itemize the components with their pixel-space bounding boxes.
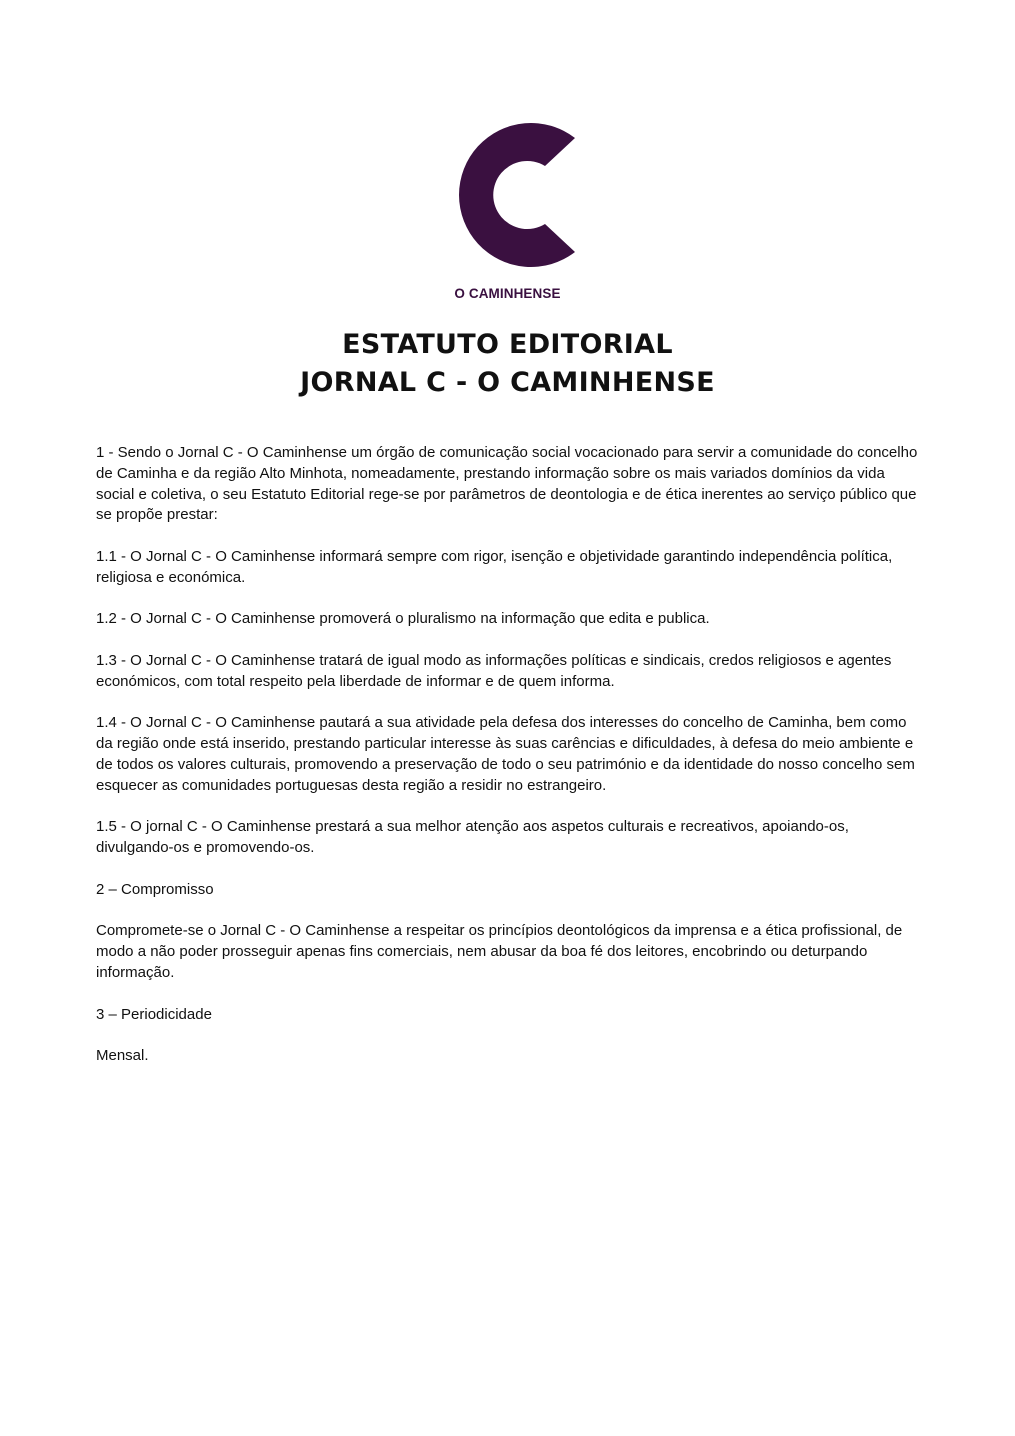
title-line-2: JORNAL C - O CAMINHENSE — [300, 367, 715, 398]
title-line-1: ESTATUTO EDITORIAL — [342, 329, 673, 360]
c-letter-logo-icon — [433, 110, 583, 280]
paragraph-1-5: 1.5 - O jornal C - O Caminhense prestará a sua melhor atenção aos aspetos culturais e recreativos, apoiando-os, divulgando-os e promovendo-os. — [96, 818, 849, 857]
document-body — [96, 443, 926, 1088]
section-heading-periodicidade: 3 – Periodicidade — [96, 1005, 212, 1023]
paragraph-periodicidade: Mensal. — [96, 1047, 149, 1065]
section-heading-compromisso: 2 – Compromisso — [96, 880, 214, 898]
paragraph-1-3: 1.3 - O Jornal C - O Caminhense tratará de igual modo as informações políticas e sindicais, credos religiosos e agentes económicos, com total respeito pela liberdade de informar e de quem informa. — [96, 651, 892, 690]
paragraph-1-4: 1.4 - O Jornal C - O Caminhense pautará a sua atividade pela defesa dos interesses do concelho de Caminha, bem como da região onde está inserido, prestando particular interesse às suas carências e dificuldades, à defesa do meio ambiente e de todos os valores culturais, promovendo a preservação de todo o seu património e da identidade do nosso concelho sem esquecer as comunidades portuguesas desta região a residir no estrangeiro. — [96, 714, 915, 794]
paragraph-1: 1 - Sendo o Jornal C - O Caminhense um órgão de comunicação social vocacionado para servir a comunidade do concelho de Caminha e da região Alto Minhota, nomeadamente, prestando informação sobre os mais variados domínios da vida social e coletiva, o seu Estatuto Editorial rege-se por parâmetros de deontologia e de ética inerentes ao serviço público que se propõe prestar: — [96, 444, 918, 524]
paragraph-compromisso: Compromete-se o Jornal C - O Caminhense a respeitar os princípios deontológicos da imprensa e a ética profissional, de modo a não poder prosseguir apenas fins comerciais, nem abusar da boa fé dos leitores, encobrindo ou deturpando informação. — [96, 922, 903, 981]
paragraph-1-1: 1.1 - O Jornal C - O Caminhense informará sempre com rigor, isenção e objetividade garantindo independência política, religiosa e económica. — [96, 547, 893, 586]
document-title — [0, 326, 1015, 402]
paragraph-1-2: 1.2 - O Jornal C - O Caminhense promoverá o pluralismo na informação que edita e publica. — [96, 610, 710, 628]
logo-wordmark: O CAMINHENSE — [454, 286, 561, 301]
logo — [0, 110, 1015, 301]
